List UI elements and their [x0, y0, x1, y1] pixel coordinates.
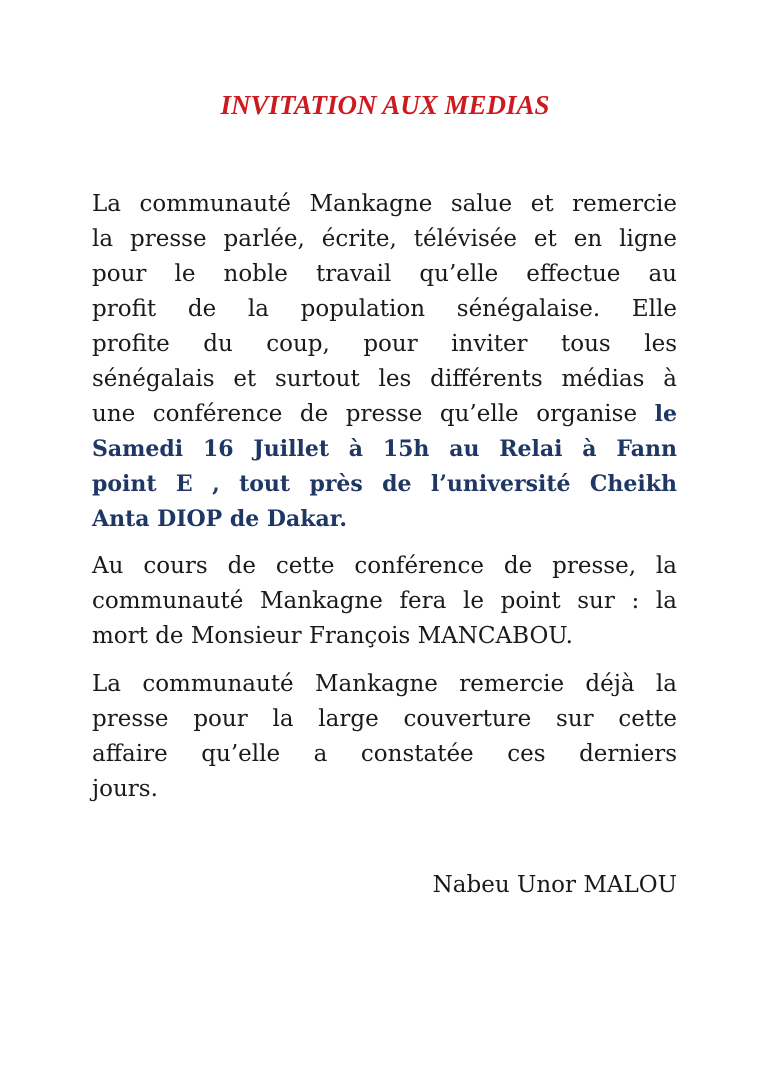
signature: Nabeu Unor MALOU [432, 872, 677, 898]
text-plain: une conférence de presse qu’elle organise [92, 401, 655, 427]
event-details-line: point E , tout près de l’université Cheikh [92, 471, 677, 497]
text-line: La communauté Mankagne salue et remercie [92, 191, 677, 217]
document-title: INVITATION AUX MEDIAS [220, 90, 550, 120]
text-line: Au cours de cette conférence de presse, la [92, 553, 677, 579]
event-details-line: Anta DIOP de Dakar. [92, 506, 347, 532]
text-line: La communauté Mankagne remercie déjà la [92, 671, 677, 697]
text-line: pour le noble travail qu’elle effectue au [92, 261, 677, 287]
text-line: profit de la population sénégalaise. Elle [92, 296, 677, 322]
text-line [92, 397, 677, 432]
text-line: communauté Mankagne fera le point sur : la [92, 588, 677, 614]
paragraph-agenda [92, 549, 677, 654]
text-line: sénégalais et surtout les différents médias à [92, 366, 677, 392]
text-line: profite du coup, pour inviter tous les [92, 331, 677, 357]
text-line: mort de Monsieur François MANCABOU. [92, 623, 573, 649]
event-details-start: le [654, 401, 677, 427]
paragraph-thanks [92, 667, 677, 807]
text-line: affaire qu’elle a constatée ces derniers [92, 741, 677, 767]
paragraph-invitation [92, 187, 677, 537]
text-line: jours. [92, 776, 158, 802]
event-details-line: Samedi 16 Juillet à 15h au Relai à Fann [92, 436, 677, 462]
text-line: la presse parlée, écrite, télévisée et en ligne [92, 226, 677, 252]
text-line: presse pour la large couverture sur cette [92, 706, 677, 732]
